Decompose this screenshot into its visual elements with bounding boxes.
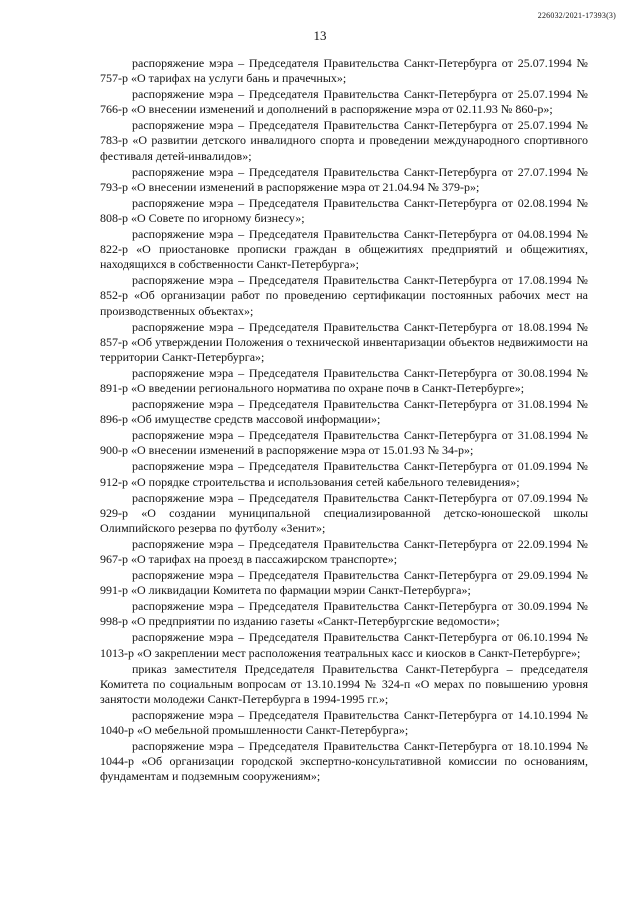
list-item: распоряжение мэра – Председателя Правительства Санкт-Петербурга от 01.09.1994 № 912-р «О порядке строительства и использования сетей кабельного телевидения»; bbox=[100, 459, 588, 489]
list-item: распоряжение мэра – Председателя Правительства Санкт-Петербурга от 31.08.1994 № 900-р «О внесении изменений в распоряжение мэра от 15.01.93 № 34-р»; bbox=[100, 428, 588, 458]
list-item: приказ заместителя Председателя Правительства Санкт-Петербурга – председателя Комитета по социальным вопросам от 13.10.1994 № 324-п «О мерах по повышению уровня занятости молодежи Санкт-Петербурга в 1994-1995 гг.»; bbox=[100, 661, 588, 706]
list-item: распоряжение мэра – Председателя Правительства Санкт-Петербурга от 18.10.1994 № 1044-р «Об организации городской экспертно-консультативной комиссии по основаниям, фундаментам и подземным сооружениям»; bbox=[100, 739, 588, 784]
list-item: распоряжение мэра – Председателя Правительства Санкт-Петербурга от 02.08.1994 № 808-р «О Совете по игорному бизнесу»; bbox=[100, 195, 588, 225]
list-item: распоряжение мэра – Председателя Правительства Санкт-Петербурга от 30.08.1994 № 891-р «О введении регионального норматива по охране почв в Санкт-Петербурге»; bbox=[100, 365, 588, 395]
document-id: 226032/2021-17393(3) bbox=[537, 11, 616, 20]
list-item: распоряжение мэра – Председателя Правительства Санкт-Петербурга от 06.10.1994 № 1013-р «О закреплении мест расположения театральных касс и киосков в Санкт-Петербурге»; bbox=[100, 630, 588, 660]
list-item: распоряжение мэра – Председателя Правительства Санкт-Петербурга от 30.09.1994 № 998-р «О предприятии по изданию газеты «Санкт-Петербургские ведомости»; bbox=[100, 599, 588, 629]
list-item: распоряжение мэра – Председателя Правительства Санкт-Петербурга от 29.09.1994 № 991-р «О ликвидации Комитета по фармации мэрии Санкт-Петербурга»; bbox=[100, 568, 588, 598]
list-item: распоряжение мэра – Председателя Правительства Санкт-Петербурга от 31.08.1994 № 896-р «Об имуществе средств массовой информации»; bbox=[100, 397, 588, 427]
list-item: распоряжение мэра – Председателя Правительства Санкт-Петербурга от 04.08.1994 № 822-р «О приостановке прописки граждан в общежитиях предприятий и общежитиях, находящихся в собственности Санкт-Петербурга»; bbox=[100, 227, 588, 272]
list-item: распоряжение мэра – Председателя Правительства Санкт-Петербурга от 25.07.1994 № 783-р «О развитии детского инвалидного спорта и проведении международного спортивного фестиваля детей-инвалидов»; bbox=[100, 118, 588, 163]
list-item: распоряжение мэра – Председателя Правительства Санкт-Петербурга от 25.07.1994 № 757-р «О тарифах на услуги бань и прачечных»; bbox=[100, 56, 588, 86]
list-item: распоряжение мэра – Председателя Правительства Санкт-Петербурга от 14.10.1994 № 1040-р «О мебельной промышленности Санкт-Петербурга»; bbox=[100, 707, 588, 738]
list-item: распоряжение мэра – Председателя Правительства Санкт-Петербурга от 27.07.1994 № 793-р «О внесении изменений в распоряжение мэра от 21.04.94 № 379-р»; bbox=[100, 164, 588, 194]
list-item: распоряжение мэра – Председателя Правительства Санкт-Петербурга от 22.09.1994 № 967-р «О тарифах на проезд в пассажирском транспорте»; bbox=[100, 536, 588, 566]
list-item: распоряжение мэра – Председателя Правительства Санкт-Петербурга от 07.09.1994 № 929-р «О создании муниципальной специализированной детско-юношеской школы Олимпийского резерва по футболу «Зенит»; bbox=[100, 490, 588, 535]
list-item: распоряжение мэра – Председателя Правительства Санкт-Петербурга от 18.08.1994 № 857-р «Об утверждении Положения о технической инвентаризации объектов недвижимости на территории Санкт-Петербурга»; bbox=[100, 319, 588, 364]
list-item: распоряжение мэра – Председателя Правительства Санкт-Петербурга от 25.07.1994 № 766-р «О внесении изменений и дополнений в распоряжение мэра от 02.11.93 № 860-р»; bbox=[100, 87, 588, 117]
document-body bbox=[100, 56, 588, 785]
page-number: 13 bbox=[313, 28, 327, 43]
list-item: распоряжение мэра – Председателя Правительства Санкт-Петербурга от 17.08.1994 № 852-р «Об организации работ по проведению сертификации постоянных рабочих мест на производственных объектах»; bbox=[100, 273, 588, 318]
